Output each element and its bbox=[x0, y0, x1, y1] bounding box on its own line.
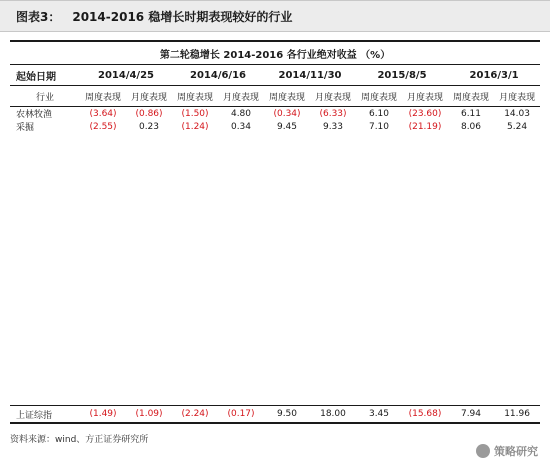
week-header: 周度表现 bbox=[448, 86, 494, 107]
figure-title-bar bbox=[0, 0, 550, 32]
value-cell: (23.60) bbox=[408, 108, 442, 119]
benchmark-value: (15.68) bbox=[402, 406, 448, 424]
returns-table bbox=[10, 40, 540, 424]
source-note: 资料来源：wind、方正证券研究所 bbox=[10, 435, 149, 445]
value-cell: (0.34) bbox=[273, 108, 301, 119]
figure-title: 2014-2016 稳增长时期表现较好的行业 bbox=[72, 9, 293, 24]
benchmark-row bbox=[10, 406, 540, 424]
benchmark-value: 18.00 bbox=[310, 406, 356, 424]
returns-table-wrap bbox=[10, 40, 540, 424]
value-cell: 6.11 bbox=[460, 108, 482, 119]
value-cell: (1.24) bbox=[181, 121, 209, 132]
benchmark-name: 上证综指 bbox=[10, 406, 80, 424]
value-cell: 9.33 bbox=[322, 121, 344, 132]
start-date-2: 2014/6/16 bbox=[172, 65, 264, 86]
value-cell: 14.03 bbox=[504, 108, 530, 119]
value-cell: (21.19) bbox=[408, 121, 442, 132]
industry-header: 行业 bbox=[10, 86, 80, 107]
benchmark-value: 11.96 bbox=[494, 406, 540, 424]
month-header: 月度表现 bbox=[218, 86, 264, 107]
start-date-row bbox=[10, 65, 540, 86]
omitted-rows bbox=[10, 133, 540, 406]
week-header: 周度表现 bbox=[264, 86, 310, 107]
value-cell: 0.34 bbox=[230, 121, 252, 132]
benchmark-value: 3.45 bbox=[356, 406, 402, 424]
value-cell: 5.24 bbox=[507, 121, 528, 132]
value-cell: (2.55) bbox=[89, 121, 117, 132]
value-cell: 4.80 bbox=[230, 108, 252, 119]
month-header: 月度表现 bbox=[402, 86, 448, 107]
value-cell: 8.06 bbox=[460, 121, 482, 132]
benchmark-value: (0.17) bbox=[218, 406, 264, 424]
omitted-rows-area bbox=[10, 133, 540, 406]
value-cell: 0.23 bbox=[138, 121, 160, 132]
benchmark-value: (1.09) bbox=[126, 406, 172, 424]
value-cell: (1.50) bbox=[181, 108, 209, 119]
watermark-text: 策略研究 bbox=[494, 445, 538, 458]
month-header: 月度表现 bbox=[310, 86, 356, 107]
table-row bbox=[10, 107, 540, 121]
value-cell: 9.45 bbox=[276, 121, 298, 132]
value-cell: (3.64) bbox=[89, 108, 117, 119]
value-cell: (0.86) bbox=[135, 108, 163, 119]
week-header: 周度表现 bbox=[172, 86, 218, 107]
table-caption-row bbox=[10, 41, 540, 65]
value-cell: 6.10 bbox=[368, 108, 390, 119]
industry-name: 采掘 bbox=[16, 123, 35, 133]
month-header: 月度表现 bbox=[126, 86, 172, 107]
table-caption: 第二轮稳增长 2014-2016 各行业绝对收益 （%） bbox=[10, 41, 540, 65]
start-date-4: 2015/8/5 bbox=[356, 65, 448, 86]
wechat-icon bbox=[476, 444, 490, 458]
start-date-1: 2014/4/25 bbox=[80, 65, 172, 86]
value-cell: (6.33) bbox=[319, 108, 347, 119]
industry-name: 农林牧渔 bbox=[16, 110, 53, 120]
watermark bbox=[476, 443, 538, 459]
benchmark-value: 7.94 bbox=[448, 406, 494, 424]
column-header-row bbox=[10, 86, 540, 107]
start-date-label: 起始日期 bbox=[10, 65, 80, 86]
table-row bbox=[10, 120, 540, 133]
week-header: 周度表现 bbox=[356, 86, 402, 107]
start-date-3: 2014/11/30 bbox=[264, 65, 356, 86]
start-date-5: 2016/3/1 bbox=[448, 65, 540, 86]
figure-number: 图表3： bbox=[16, 9, 61, 24]
value-cell: 7.10 bbox=[368, 121, 390, 132]
week-header: 周度表现 bbox=[80, 86, 126, 107]
month-header: 月度表现 bbox=[494, 86, 540, 107]
benchmark-value: (2.24) bbox=[172, 406, 218, 424]
benchmark-value: 9.50 bbox=[264, 406, 310, 424]
benchmark-value: (1.49) bbox=[80, 406, 126, 424]
